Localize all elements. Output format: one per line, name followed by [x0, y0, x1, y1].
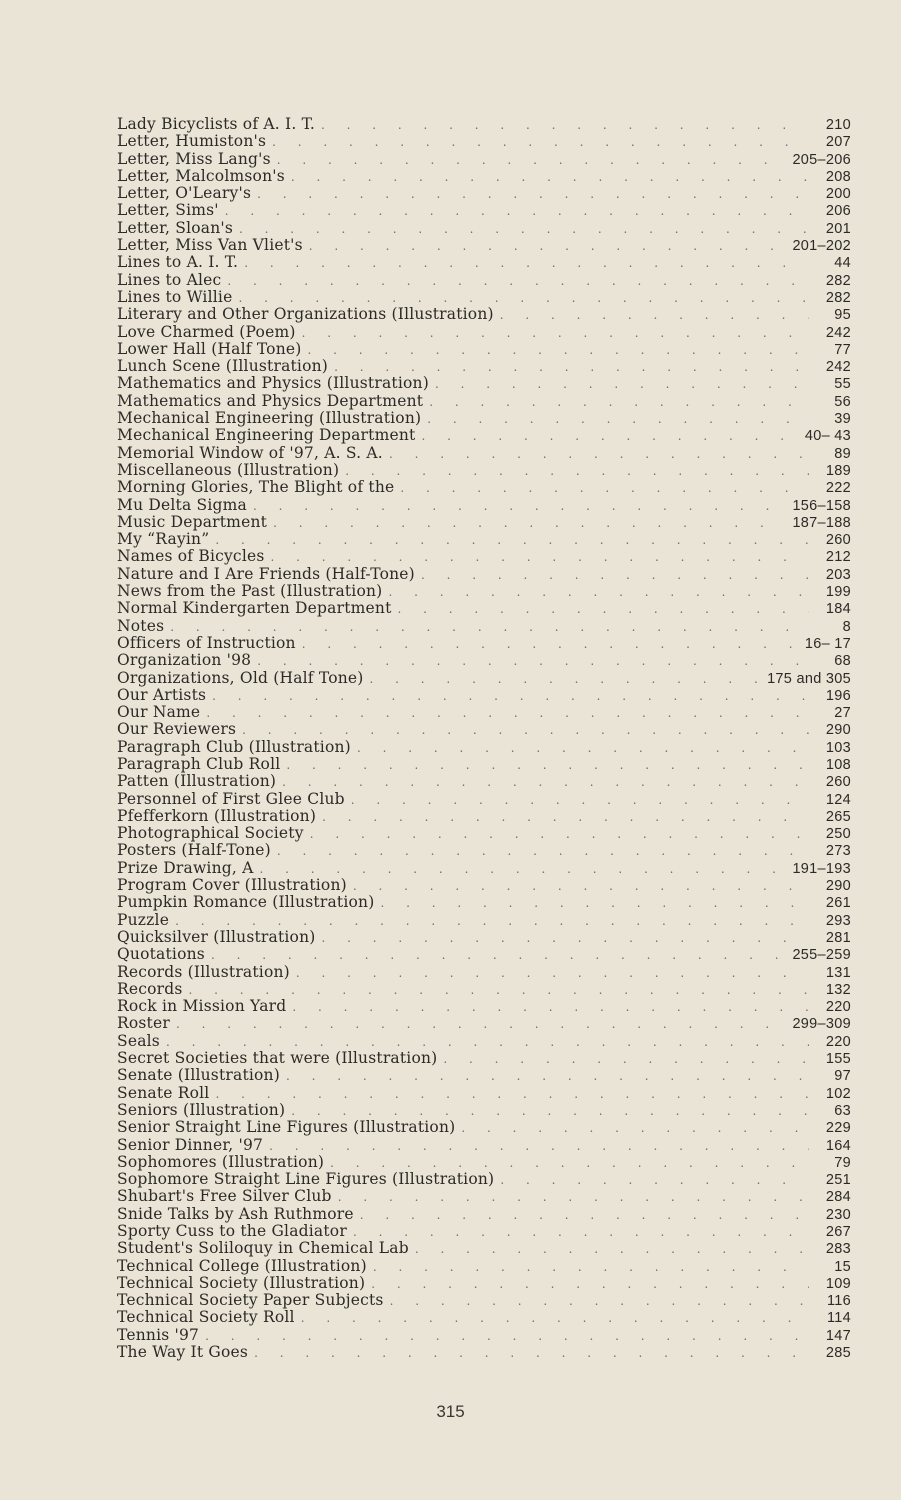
index-entry [117, 220, 851, 237]
entry-title: Mechanical Engineering (Illustration) [117, 409, 422, 428]
dot-leader [253, 498, 786, 515]
entry-pages: 212 [825, 549, 851, 566]
entry-title: Letter, Malcolmson's [117, 166, 285, 185]
index-entry [117, 912, 851, 929]
dot-leader [500, 307, 809, 324]
entry-title: Personnel of First Glee Club [117, 789, 345, 808]
entry-pages: 8 [842, 618, 851, 635]
index-entry [117, 254, 851, 271]
entry-pages: 16– 17 [804, 635, 851, 652]
entry-pages: 201 [825, 220, 851, 237]
entry-title: Morning Glories, The Blight of the [117, 478, 395, 497]
dot-leader [373, 1259, 809, 1276]
dot-leader [273, 515, 786, 532]
dot-leader [215, 1086, 809, 1103]
dot-leader [380, 895, 809, 912]
dot-leader [370, 671, 762, 688]
entry-title: Puzzle [117, 910, 170, 929]
entry-title: Sporty Cuss to the Gladiator [117, 1222, 347, 1240]
index-entry [117, 670, 851, 687]
entry-pages: 285 [825, 1345, 851, 1362]
entry-pages: 282 [825, 272, 851, 289]
entry-pages: 89 [834, 445, 851, 462]
index-entry [117, 721, 851, 738]
entry-title: Records [117, 979, 183, 998]
index-entry [117, 791, 851, 808]
entry-pages: 124 [825, 791, 851, 808]
dot-leader [239, 221, 809, 238]
entry-title: Our Artists [117, 685, 207, 704]
dot-leader [427, 411, 809, 428]
entry-title: Quicksilver (Illustration) [117, 927, 316, 946]
entry-title: Shubart's Free Silver Club [117, 1187, 332, 1206]
dot-leader [309, 238, 787, 255]
entry-pages: 281 [825, 929, 851, 946]
entry-pages: 44 [834, 255, 851, 272]
index-entry [117, 462, 851, 479]
index-entry [117, 1102, 851, 1119]
entry-pages: 205–206 [792, 151, 851, 168]
index-entry [117, 1258, 851, 1275]
entry-pages: 251 [825, 1172, 851, 1189]
entry-pages: 260 [825, 532, 851, 549]
dot-leader [176, 1016, 786, 1033]
dot-leader [277, 152, 787, 169]
entry-title: Quotations [117, 945, 205, 964]
entry-title: Pumpkin Romance (Illustration) [117, 893, 375, 912]
dot-leader [215, 532, 809, 549]
index-entry [117, 445, 851, 462]
entry-pages: 220 [825, 1033, 851, 1050]
entry-title: Lines to Willie [117, 287, 233, 306]
dot-leader [310, 826, 809, 843]
entry-title: Organization '98 [117, 651, 252, 670]
index-entry [117, 289, 851, 306]
entry-title: Roster [117, 1014, 170, 1033]
entry-pages: 15 [834, 1258, 851, 1275]
entry-pages: 114 [826, 1310, 851, 1327]
index-entry [117, 1154, 851, 1171]
entry-title: Love Charmed (Poem) [117, 322, 296, 341]
entry-title: News from the Past (Illustration) [117, 582, 383, 601]
entry-title: Letter, Sloan's [117, 218, 234, 237]
index-entry [117, 272, 851, 289]
dot-leader [277, 843, 809, 860]
entry-pages: 175 and 305 [767, 670, 851, 687]
entry-title: Sophomore Straight Line Figures (Illustration) [117, 1170, 495, 1189]
index-entry [117, 1206, 851, 1223]
entry-title: Seals [117, 1031, 160, 1050]
entry-pages: 56 [834, 393, 851, 410]
index-entry [117, 877, 851, 894]
entry-pages: 187–188 [792, 514, 851, 531]
entry-pages: 132 [825, 981, 851, 998]
index-entry [117, 1223, 851, 1240]
index-entry [117, 514, 851, 531]
entry-title: Lady Bicyclists of A. I. T. [117, 115, 315, 133]
entry-title: Officers of Instruction [117, 633, 296, 652]
index-entry [117, 1344, 851, 1361]
entry-title: Literary and Other Organizations (Illustration) [117, 305, 494, 324]
index-entry [117, 1171, 851, 1188]
entry-pages: 290 [825, 722, 851, 739]
index-entry [117, 998, 851, 1015]
entry-pages: 229 [825, 1120, 851, 1137]
entry-pages: 250 [825, 826, 851, 843]
index-entry [117, 324, 851, 341]
index-entry [117, 1240, 851, 1257]
entry-pages: 95 [834, 307, 851, 324]
entry-title: Letter, Miss Van Vliet's [117, 236, 303, 255]
entry-pages: 282 [825, 289, 851, 306]
dot-leader [351, 792, 809, 809]
index-entry [117, 825, 851, 842]
dot-leader [429, 394, 809, 411]
entry-title: Our Reviewers [117, 720, 237, 739]
index-entry [117, 618, 851, 635]
entry-pages: 155 [825, 1051, 851, 1068]
index-entry [117, 168, 851, 185]
dot-leader [353, 1224, 809, 1241]
dot-leader [206, 705, 809, 722]
index-entry [117, 185, 851, 202]
dot-leader [291, 169, 809, 186]
index-entry [117, 202, 851, 219]
dot-leader [257, 186, 809, 203]
dot-leader [302, 325, 809, 342]
entry-pages: 208 [825, 168, 851, 185]
index-entry [117, 687, 851, 704]
entry-pages: 189 [825, 462, 851, 479]
entry-pages: 164 [825, 1137, 851, 1154]
entry-pages: 39 [834, 411, 851, 428]
dot-leader [345, 463, 809, 480]
entry-title: Letter, O'Leary's [117, 184, 252, 203]
entry-title: Senate Roll [117, 1083, 210, 1102]
entry-pages: 290 [825, 878, 851, 895]
entry-title: Mathematics and Physics Department [117, 391, 424, 410]
entry-title: Program Cover (Illustration) [117, 876, 347, 895]
entry-pages: 242 [825, 324, 851, 341]
dot-leader [371, 1276, 809, 1293]
entry-pages: 242 [825, 359, 851, 376]
dot-leader [211, 947, 786, 964]
dot-leader [435, 376, 809, 393]
entry-title: Posters (Half-Tone) [117, 841, 271, 860]
entry-title: Miscellaneous (Illustration) [117, 460, 340, 479]
entry-title: Music Department [117, 512, 268, 531]
index-entry [117, 583, 851, 600]
entry-pages: 199 [825, 584, 851, 601]
dot-leader [257, 653, 809, 670]
dot-leader [227, 273, 809, 290]
entry-pages: 255–259 [792, 947, 851, 964]
dot-leader [357, 740, 809, 757]
index-entry [117, 964, 851, 981]
index-entry [117, 427, 851, 444]
entry-pages: 116 [826, 1293, 851, 1310]
index-entry [117, 600, 851, 617]
dot-leader [286, 1068, 809, 1085]
entry-title: Paragraph Club Roll [117, 754, 281, 773]
entry-title: Technical Society (Illustration) [117, 1273, 366, 1292]
entry-title: Organizations, Old (Half Tone) [117, 668, 364, 687]
dot-leader [296, 965, 809, 982]
entry-title: Nature and I Are Friends (Half-Tone) [117, 564, 415, 583]
index-entry [117, 773, 851, 790]
dot-leader [322, 809, 809, 826]
entry-pages: 97 [834, 1068, 851, 1085]
index-entry [117, 739, 851, 756]
entry-pages: 55 [834, 376, 851, 393]
entry-title: Lines to A. I. T. [117, 253, 239, 272]
index-entry [117, 1137, 851, 1154]
entry-pages: 261 [825, 895, 851, 912]
entry-title: Letter, Humiston's [117, 132, 267, 151]
dot-leader [461, 1120, 809, 1137]
index-entry [117, 237, 851, 254]
dot-leader [421, 567, 809, 584]
entry-pages: 102 [825, 1085, 851, 1102]
entry-title: Seniors (Illustration) [117, 1100, 286, 1119]
dot-leader [282, 774, 809, 791]
entry-title: Lunch Scene (Illustration) [117, 357, 329, 376]
entry-title: Technical College (Illustration) [117, 1256, 367, 1275]
dot-leader [400, 480, 809, 497]
index-entry [117, 375, 851, 392]
index-entry [117, 981, 851, 998]
index-entry [117, 548, 851, 565]
dot-leader [443, 1051, 809, 1068]
index-entry [117, 652, 851, 669]
dot-leader [225, 203, 809, 220]
index-entry [117, 842, 851, 859]
index-entry [117, 1050, 851, 1067]
index-entry [117, 860, 851, 877]
entry-title: Lines to Alec [117, 270, 222, 289]
index-entry [117, 929, 851, 946]
index-entry [117, 704, 851, 721]
dot-leader [212, 688, 809, 705]
entry-pages: 108 [825, 756, 851, 773]
entry-title: Memorial Window of '97, A. S. A. [117, 443, 383, 462]
index-entry [117, 756, 851, 773]
index-entry [117, 306, 851, 323]
entry-title: Secret Societies that were (Illustration) [117, 1049, 438, 1068]
dot-leader [205, 1328, 809, 1345]
entry-title: Sophomores (Illustration) [117, 1152, 325, 1171]
dot-leader [421, 428, 798, 445]
entry-pages: 27 [834, 705, 851, 722]
entry-pages: 222 [825, 480, 851, 497]
dot-leader [389, 446, 809, 463]
dot-leader [272, 134, 809, 151]
index-entry [117, 946, 851, 963]
entry-pages: 265 [825, 808, 851, 825]
entry-title: Mechanical Engineering Department [117, 426, 416, 445]
index-entry [117, 1275, 851, 1292]
entry-pages: 283 [825, 1241, 851, 1258]
entry-pages: 63 [834, 1102, 851, 1119]
entry-pages: 147 [825, 1327, 851, 1344]
dot-leader [286, 757, 809, 774]
entry-pages: 109 [825, 1275, 851, 1292]
entry-pages: 230 [825, 1206, 851, 1223]
index-entry [117, 151, 851, 168]
entry-title: Student's Soliloquy in Chemical Lab [117, 1239, 409, 1258]
index-entry [117, 566, 851, 583]
entry-pages: 77 [834, 341, 851, 358]
entry-title: Mu Delta Sigma [117, 495, 247, 514]
index-entry [117, 393, 851, 410]
dot-leader [500, 1172, 809, 1189]
dot-leader [301, 1310, 809, 1327]
entry-pages: 273 [825, 843, 851, 860]
index-entry [117, 116, 851, 133]
entry-pages: 184 [825, 601, 851, 618]
index-entry [117, 1033, 851, 1050]
entry-title: Tennis '97 [117, 1325, 200, 1344]
entry-pages: 293 [825, 912, 851, 929]
entry-pages: 40– 43 [804, 428, 851, 445]
entry-title: Normal Kindergarten Department [117, 599, 392, 618]
entry-title: Technical Society Roll [117, 1308, 295, 1327]
index-entry [117, 1188, 851, 1205]
dot-leader [254, 1345, 809, 1362]
dot-leader [338, 1189, 809, 1206]
index-entry [117, 133, 851, 150]
dot-leader [390, 1293, 809, 1310]
index-entry [117, 635, 851, 652]
entry-pages: 156–158 [792, 497, 851, 514]
dot-leader [360, 1207, 809, 1224]
entry-title: Patten (Illustration) [117, 772, 277, 791]
index-entry [117, 479, 851, 496]
index-entry [117, 894, 851, 911]
entry-pages: 68 [834, 653, 851, 670]
index-entry [117, 1119, 851, 1136]
entry-title: Lower Hall (Half Tone) [117, 339, 302, 358]
entry-pages: 196 [825, 687, 851, 704]
entry-title: Paragraph Club (Illustration) [117, 737, 351, 756]
entry-title: Rock in Mission Yard [117, 997, 287, 1016]
entry-title: Senate (Illustration) [117, 1066, 280, 1085]
index-list [117, 116, 851, 1361]
dot-leader [398, 601, 809, 618]
entry-pages: 206 [825, 203, 851, 220]
entry-pages: 220 [825, 999, 851, 1016]
index-entry [117, 497, 851, 514]
entry-pages: 267 [825, 1224, 851, 1240]
entry-title: Notes [117, 616, 165, 635]
entry-pages: 200 [825, 186, 851, 203]
entry-title: Snide Talks by Ash Ruthmore [117, 1204, 354, 1223]
entry-title: My “Rayin” [117, 530, 210, 549]
index-entry [117, 1292, 851, 1309]
dot-leader [415, 1241, 809, 1258]
entry-pages: 284 [825, 1189, 851, 1206]
entry-title: Our Name [117, 703, 201, 722]
index-entry [117, 358, 851, 375]
entry-pages: 210 [825, 117, 851, 133]
dot-leader [322, 930, 809, 947]
entry-title: Technical Society Paper Subjects [117, 1291, 384, 1310]
entry-pages: 131 [825, 964, 851, 981]
entry-title: Mathematics and Physics (Illustration) [117, 374, 429, 393]
index-entry [117, 1309, 851, 1326]
index-entry [117, 1327, 851, 1344]
dot-leader [353, 878, 809, 895]
entry-pages: 260 [825, 774, 851, 791]
entry-title: Pfefferkorn (Illustration) [117, 806, 317, 825]
entry-title: Records (Illustration) [117, 962, 290, 981]
entry-title: Prize Drawing, A [117, 858, 254, 877]
index-entry [117, 1015, 851, 1032]
entry-title: Letter, Miss Lang's [117, 149, 271, 168]
entry-title: Photographical Society [117, 824, 304, 843]
index-entry [117, 531, 851, 548]
dot-leader [292, 999, 809, 1016]
index-entry [117, 410, 851, 427]
index-entry [117, 1067, 851, 1084]
dot-leader [388, 584, 809, 601]
dot-leader [244, 255, 809, 272]
entry-pages: 79 [834, 1154, 851, 1171]
dot-leader [321, 117, 809, 134]
entry-pages: 201–202 [792, 238, 851, 255]
index-entry [117, 341, 851, 358]
dot-leader [308, 342, 810, 359]
entry-title: Letter, Sims' [117, 201, 219, 220]
entry-pages: 203 [825, 566, 851, 583]
entry-pages: 299–309 [792, 1016, 851, 1033]
index-entry [117, 1085, 851, 1102]
entry-pages: 103 [825, 739, 851, 756]
entry-title: Names of Bicycles [117, 547, 265, 566]
entry-pages: 207 [825, 134, 851, 151]
dot-leader [302, 636, 799, 653]
dot-leader [269, 1138, 809, 1155]
entry-pages: 191–193 [792, 860, 851, 877]
entry-title: Senior Straight Line Figures (Illustration) [117, 1118, 456, 1137]
entry-title: The Way It Goes [117, 1343, 249, 1362]
entry-title: Senior Dinner, '97 [117, 1135, 264, 1154]
index-entry [117, 808, 851, 825]
page-number: 315 [436, 1402, 465, 1421]
